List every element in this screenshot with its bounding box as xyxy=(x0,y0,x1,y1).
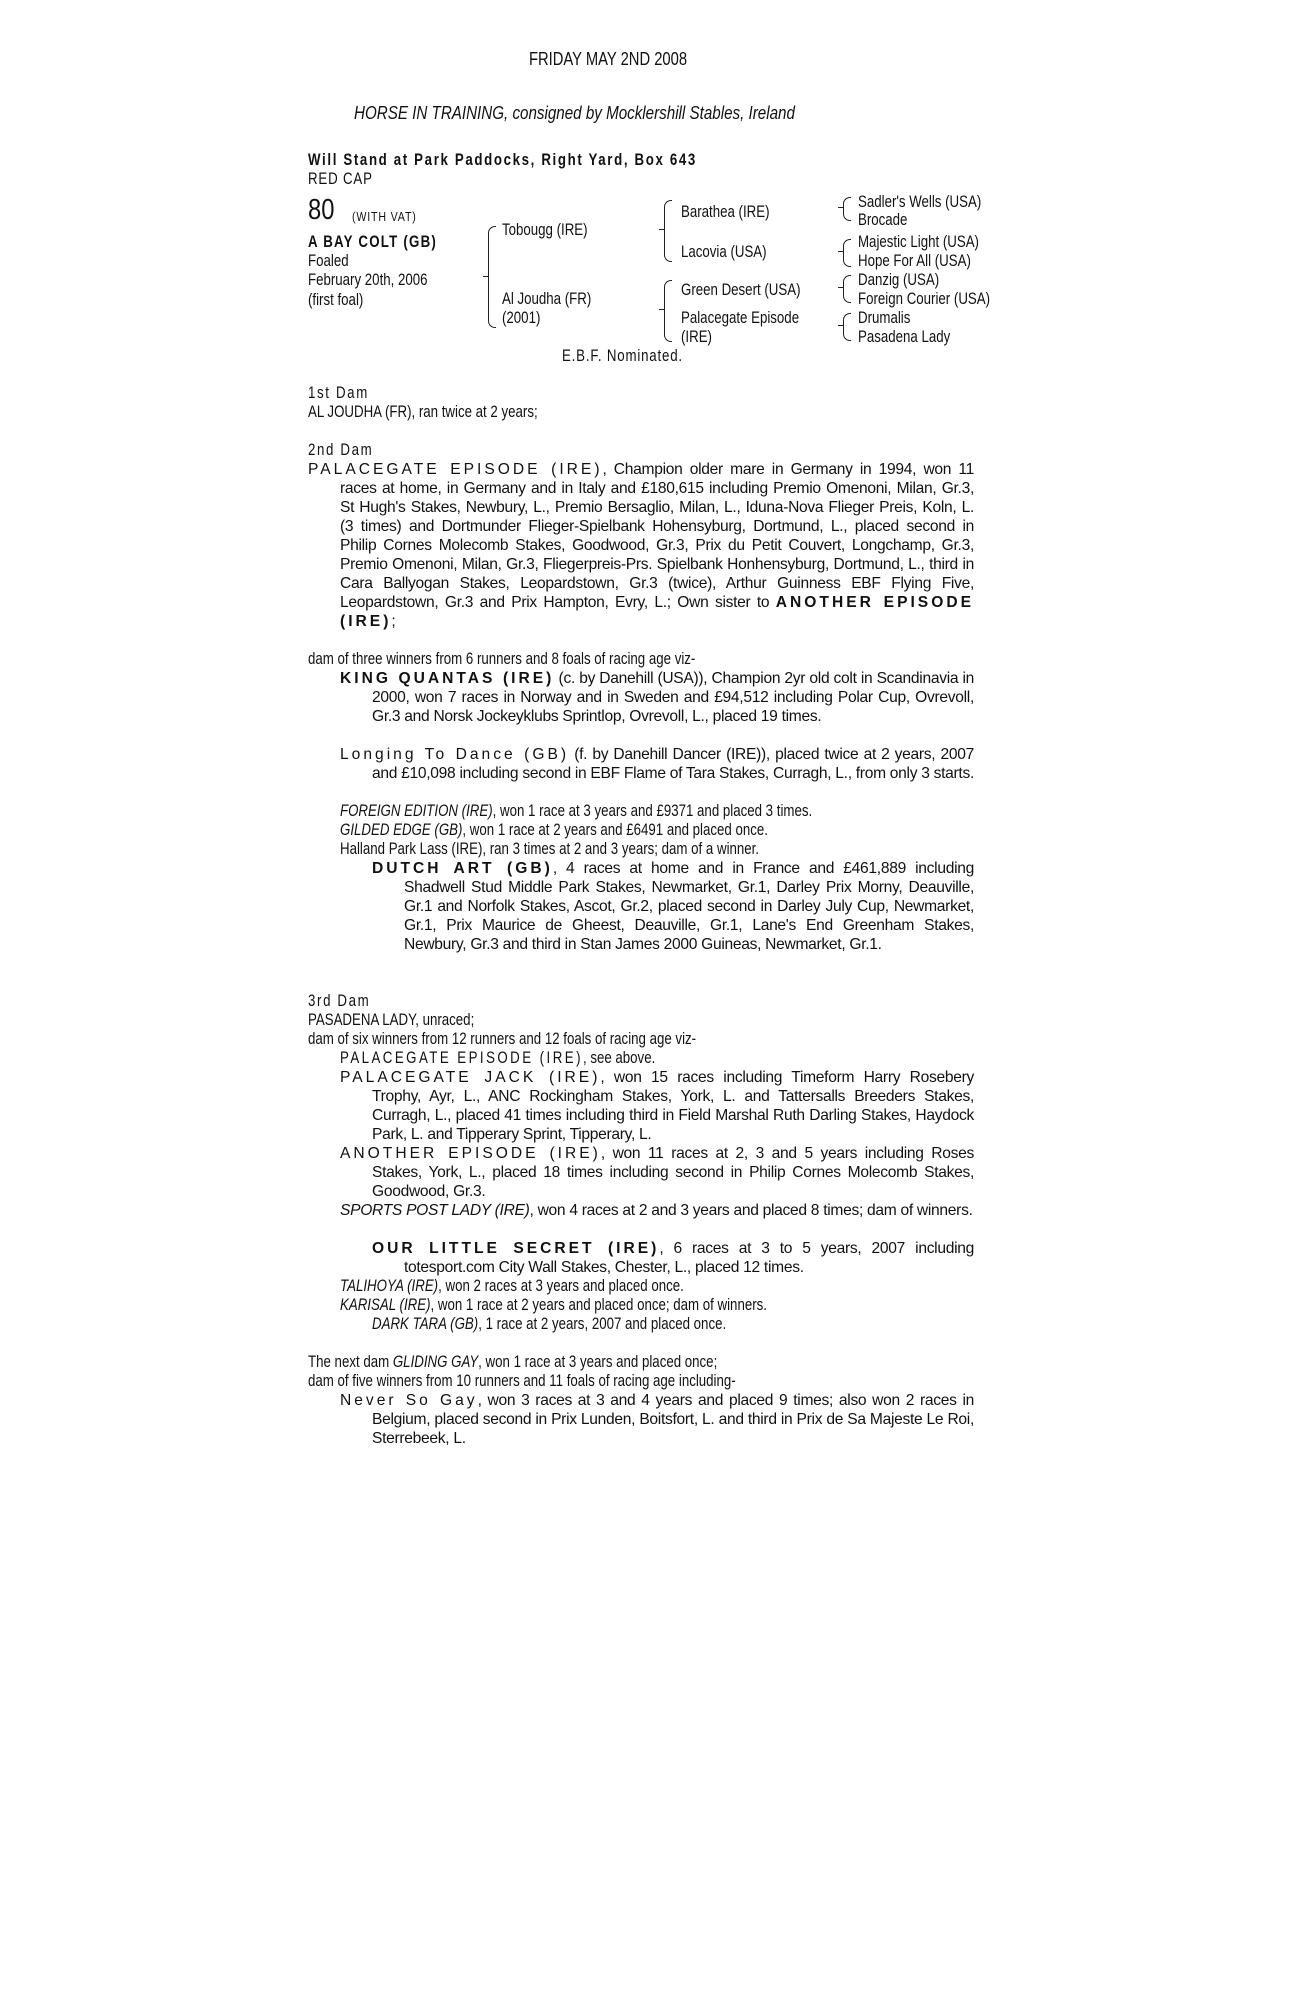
dam3-produce-4-text: , won 4 races at 2 and 3 years and placed 8 times; dam of winners. xyxy=(529,1202,973,1219)
dam4-text: , won 1 race at 3 years and placed once; xyxy=(478,1353,718,1371)
dam2-produce-2 xyxy=(340,745,974,783)
dam3-produce-6-name: TALIHOYA (IRE) xyxy=(340,1277,439,1295)
lot-number: 80 xyxy=(308,194,335,226)
pedigree-dss: Danzig (USA) xyxy=(858,271,940,289)
pedigree-dam: Al Joudha (FR) xyxy=(502,290,592,308)
first-foal-note: (first foal) xyxy=(308,291,364,309)
dam2-heading: 2nd Dam xyxy=(308,441,374,459)
pedigree-ds: Green Desert (USA) xyxy=(681,281,801,299)
dam3-text: PASADENA LADY, unraced; xyxy=(308,1011,475,1029)
pedigree-dsd: Foreign Courier (USA) xyxy=(858,290,991,308)
pedigree-brace-ss-notch xyxy=(838,207,844,208)
pedigree-brace-sd xyxy=(843,239,851,267)
dam3-produce-5-name: OUR LITTLE SECRET (IRE) xyxy=(372,1240,660,1257)
dam3-produce-1-text: , see above. xyxy=(582,1049,656,1067)
pedigree-brace-main-notch xyxy=(483,276,489,277)
pedigree-brace-dam-notch xyxy=(659,309,665,310)
dam4-intro: The next dam xyxy=(308,1353,393,1371)
dam2-produce-6 xyxy=(372,859,974,954)
pedigree-dd-line2: (IRE) xyxy=(681,328,712,346)
dam3-produce-2-text: , won 15 races including Timeform Harry Rosebery Trophy, Ayr, L., ANC Rockingham Stakes, York, L. and Tattersalls Breeders Stakes, Curragh, L., placed 41 times including third in Field Marshal Ruth Darling Stakes, Haydock Park, L. and Tipperary Sprint, Tipperary, L. xyxy=(372,1069,974,1143)
dam4-produce-1-name: Never So Gay xyxy=(340,1392,478,1409)
pedigree-sss: Sadler's Wells (USA) xyxy=(858,193,982,211)
foaled-date: February 20th, 2006 xyxy=(308,271,428,289)
pedigree-sds: Majestic Light (USA) xyxy=(858,233,979,251)
pedigree-brace-ss xyxy=(843,197,851,221)
dam2-name: PALACEGATE EPISODE (IRE) xyxy=(308,461,603,478)
dam2-sister-tail: ; xyxy=(391,613,396,630)
pedigree-ddd: Pasadena Lady xyxy=(858,328,951,346)
pedigree-brace-ds xyxy=(843,275,851,303)
dam3-heading: 3rd Dam xyxy=(308,992,371,1010)
pedigree-dam-year: (2001) xyxy=(502,309,541,327)
dam2-produce-3-text: , won 1 race at 3 years and £9371 and placed 3 times. xyxy=(492,802,813,820)
dam2-produce-6-text: , 4 races at home and in France and £461,889 including Shadwell Stud Middle Park Stakes, Newmarket, Gr.1, Darley Prix Morny, Deauville, Gr.1 and Norfolk Stakes, Ascot, Gr.2, placed second in Darley July Cup, Newmarket, Gr.1, Prix Maurice de Gheest, Deauville, Gr.1, Lane's End Greenham Stakes, Newbury, Gr.3 and third in Stan James 2000 Guineas, Newmarket, Gr.1. xyxy=(404,860,974,953)
dam3-produce-intro: dam of six winners from 12 runners and 12 foals of racing age viz- xyxy=(308,1030,697,1048)
dam3-produce-2 xyxy=(340,1068,974,1144)
dam2-produce-3 xyxy=(340,802,812,821)
pedigree-brace-sire-notch xyxy=(659,229,665,230)
dam2-text: , Champion older mare in Germany in 1994, won 11 races at home, in Germany and in Italy and £180,615 including Premio Omenoni, Milan, Gr.3, St Hugh's Stakes, Newbury, L., Premio Bersaglio, Milan, L., Iduna-Nova Flieger Preis, Koln, L. (3 times) and Dortmunder Flieger-Spielbank Hohensyburg, Dortmund, L., placed second in Philip Cornes Molecomb Stakes, Goodwood, Gr.3, Prix du Petit Couvert, Longchamp, Gr.3, Premio Omenoni, Milan, Gr.3, Fliegerpreis-Prs. Spielbank Honhensyburg, Dortmund, L., third in Cara Ballyogan Stakes, Leopardstown, Gr.3 (twice), Arthur Guinness EBF Flying Five, Leopardstown, Gr.3 and Prix Hampton, Evry, L.; Own sister to xyxy=(340,461,974,611)
consignment-line: HORSE IN TRAINING, consigned by Mocklershill Stables, Ireland xyxy=(354,102,795,123)
dam2-produce-4 xyxy=(340,821,768,840)
pedigree-ss: Barathea (IRE) xyxy=(681,203,770,221)
lot-description: A BAY COLT (GB) xyxy=(308,233,438,251)
dam2-produce-6-name: DUTCH ART (GB) xyxy=(372,860,553,877)
dam1-text: AL JOUDHA (FR), ran twice at 2 years; xyxy=(308,403,538,421)
pedigree-dd: Palacegate Episode xyxy=(681,309,800,327)
dam2-produce-3-name: FOREIGN EDITION (IRE) xyxy=(340,802,493,820)
dam3-produce-8-text: , 1 race at 2 years, 2007 and placed once. xyxy=(478,1315,727,1333)
dam2-produce-1 xyxy=(340,669,974,726)
dam2-produce-2-text: (f. by Danehill Dancer (IRE)), placed twice at 2 years, 2007 and £10,098 including second in EBF Flame of Tara Stakes, Curragh, L., from only 3 starts. xyxy=(372,746,974,782)
pedigree-sd: Lacovia (USA) xyxy=(681,243,767,261)
dam3-produce-5-text: , 6 races at 3 to 5 years, 2007 including totesport.com City Wall Stakes, Chester, L., placed 12 times. xyxy=(404,1240,975,1276)
pedigree-ssd: Brocade xyxy=(858,211,908,229)
dam3-produce-8-name: DARK TARA (GB) xyxy=(372,1315,479,1333)
pedigree-brace-dd-notch xyxy=(838,325,844,326)
dam4-name: GLIDING GAY xyxy=(392,1353,479,1371)
dam3-produce-5 xyxy=(372,1239,974,1277)
pedigree-sire: Tobougg (IRE) xyxy=(502,221,588,239)
dam3-produce-2-name: PALACEGATE JACK (IRE) xyxy=(340,1069,601,1086)
dam3-produce-3 xyxy=(340,1144,974,1201)
pedigree-brace-ds-notch xyxy=(838,287,844,288)
pedigree-brace-dam xyxy=(664,280,672,342)
dam3-produce-8 xyxy=(372,1315,726,1334)
foaled-label: Foaled xyxy=(308,252,349,270)
dam3-produce-6 xyxy=(340,1277,684,1296)
pedigree-dds: Drumalis xyxy=(858,309,911,327)
lot-vat: (WITH VAT) xyxy=(352,209,417,224)
dam4-produce-intro: dam of five winners from 10 runners and 11 foals of racing age including- xyxy=(308,1372,736,1390)
dam2-sister: ANOTHER EPISODE (IRE) xyxy=(340,594,974,630)
dam2-produce-4-name: GILDED EDGE (GB) xyxy=(340,821,463,839)
dam2-produce-intro: dam of three winners from 6 runners and 8 foals of racing age viz- xyxy=(308,650,696,668)
dam2-produce-1-text: (c. by Danehill (USA)), Champion 2yr old colt in Scandinavia in 2000, won 7 races in Norway and in Sweden and £94,512 including Polar Cup, Ovrevoll, Gr.3 and Norsk Jockeyklubs Sprintlop, Ovrevoll, L., placed 19 times. xyxy=(372,670,974,725)
pedigree-sdd: Hope For All (USA) xyxy=(858,252,971,270)
dam3-produce-4 xyxy=(340,1201,974,1220)
dam2-record xyxy=(308,460,974,631)
pedigree-brace-dd xyxy=(843,313,851,341)
dam4-line xyxy=(308,1353,717,1372)
lot-cap: RED CAP xyxy=(308,170,373,188)
pedigree-brace-sire xyxy=(664,200,672,262)
dam2-produce-5: Halland Park Lass (IRE), ran 3 times at 2 and 3 years; dam of a winner. xyxy=(340,840,760,858)
lot-location: Will Stand at Park Paddocks, Right Yard, Box 643 xyxy=(308,151,697,169)
dam2-produce-4-text: , won 1 race at 2 years and £6491 and placed once. xyxy=(462,821,768,839)
dam3-produce-1 xyxy=(340,1049,655,1068)
dam4-produce-1-text: , won 3 races at 3 and 4 years and placed 9 times; also won 2 races in Belgium, placed second in Prix Lunden, Boitsfort, L. and third in Prix de Sa Majeste Le Roi, Sterrebeek, L. xyxy=(372,1392,975,1447)
dam3-produce-7-text: , won 1 race at 2 years and placed once; dam of winners. xyxy=(430,1296,767,1314)
dam3-produce-7 xyxy=(340,1296,767,1315)
sale-date: FRIDAY MAY 2ND 2008 xyxy=(529,49,688,69)
pedigree-brace-main xyxy=(488,226,496,328)
dam4-produce-1 xyxy=(340,1391,974,1448)
dam3-produce-6-text: , won 2 races at 3 years and placed once. xyxy=(438,1277,684,1295)
dam3-produce-7-name: KARISAL (IRE) xyxy=(340,1296,431,1314)
dam2-produce-2-name: Longing To Dance (GB) xyxy=(340,746,570,763)
dam2-produce-1-name: KING QUANTAS (IRE) xyxy=(340,670,555,687)
dam3-produce-1-name: PALACEGATE EPISODE (IRE) xyxy=(340,1049,583,1067)
dam3-produce-3-name: ANOTHER EPISODE (IRE) xyxy=(340,1145,601,1162)
dam3-produce-3-text: , won 11 races at 2, 3 and 5 years including Roses Stakes, York, L., placed 18 times including second in Philip Cornes Molecomb Stakes, Goodwood, Gr.3. xyxy=(372,1145,974,1200)
dam3-produce-4-name: SPORTS POST LADY (IRE) xyxy=(340,1202,530,1219)
ebf-nominated: E.B.F. Nominated. xyxy=(562,347,683,365)
pedigree-brace-sd-notch xyxy=(838,251,844,252)
dam1-heading: 1st Dam xyxy=(308,384,369,402)
